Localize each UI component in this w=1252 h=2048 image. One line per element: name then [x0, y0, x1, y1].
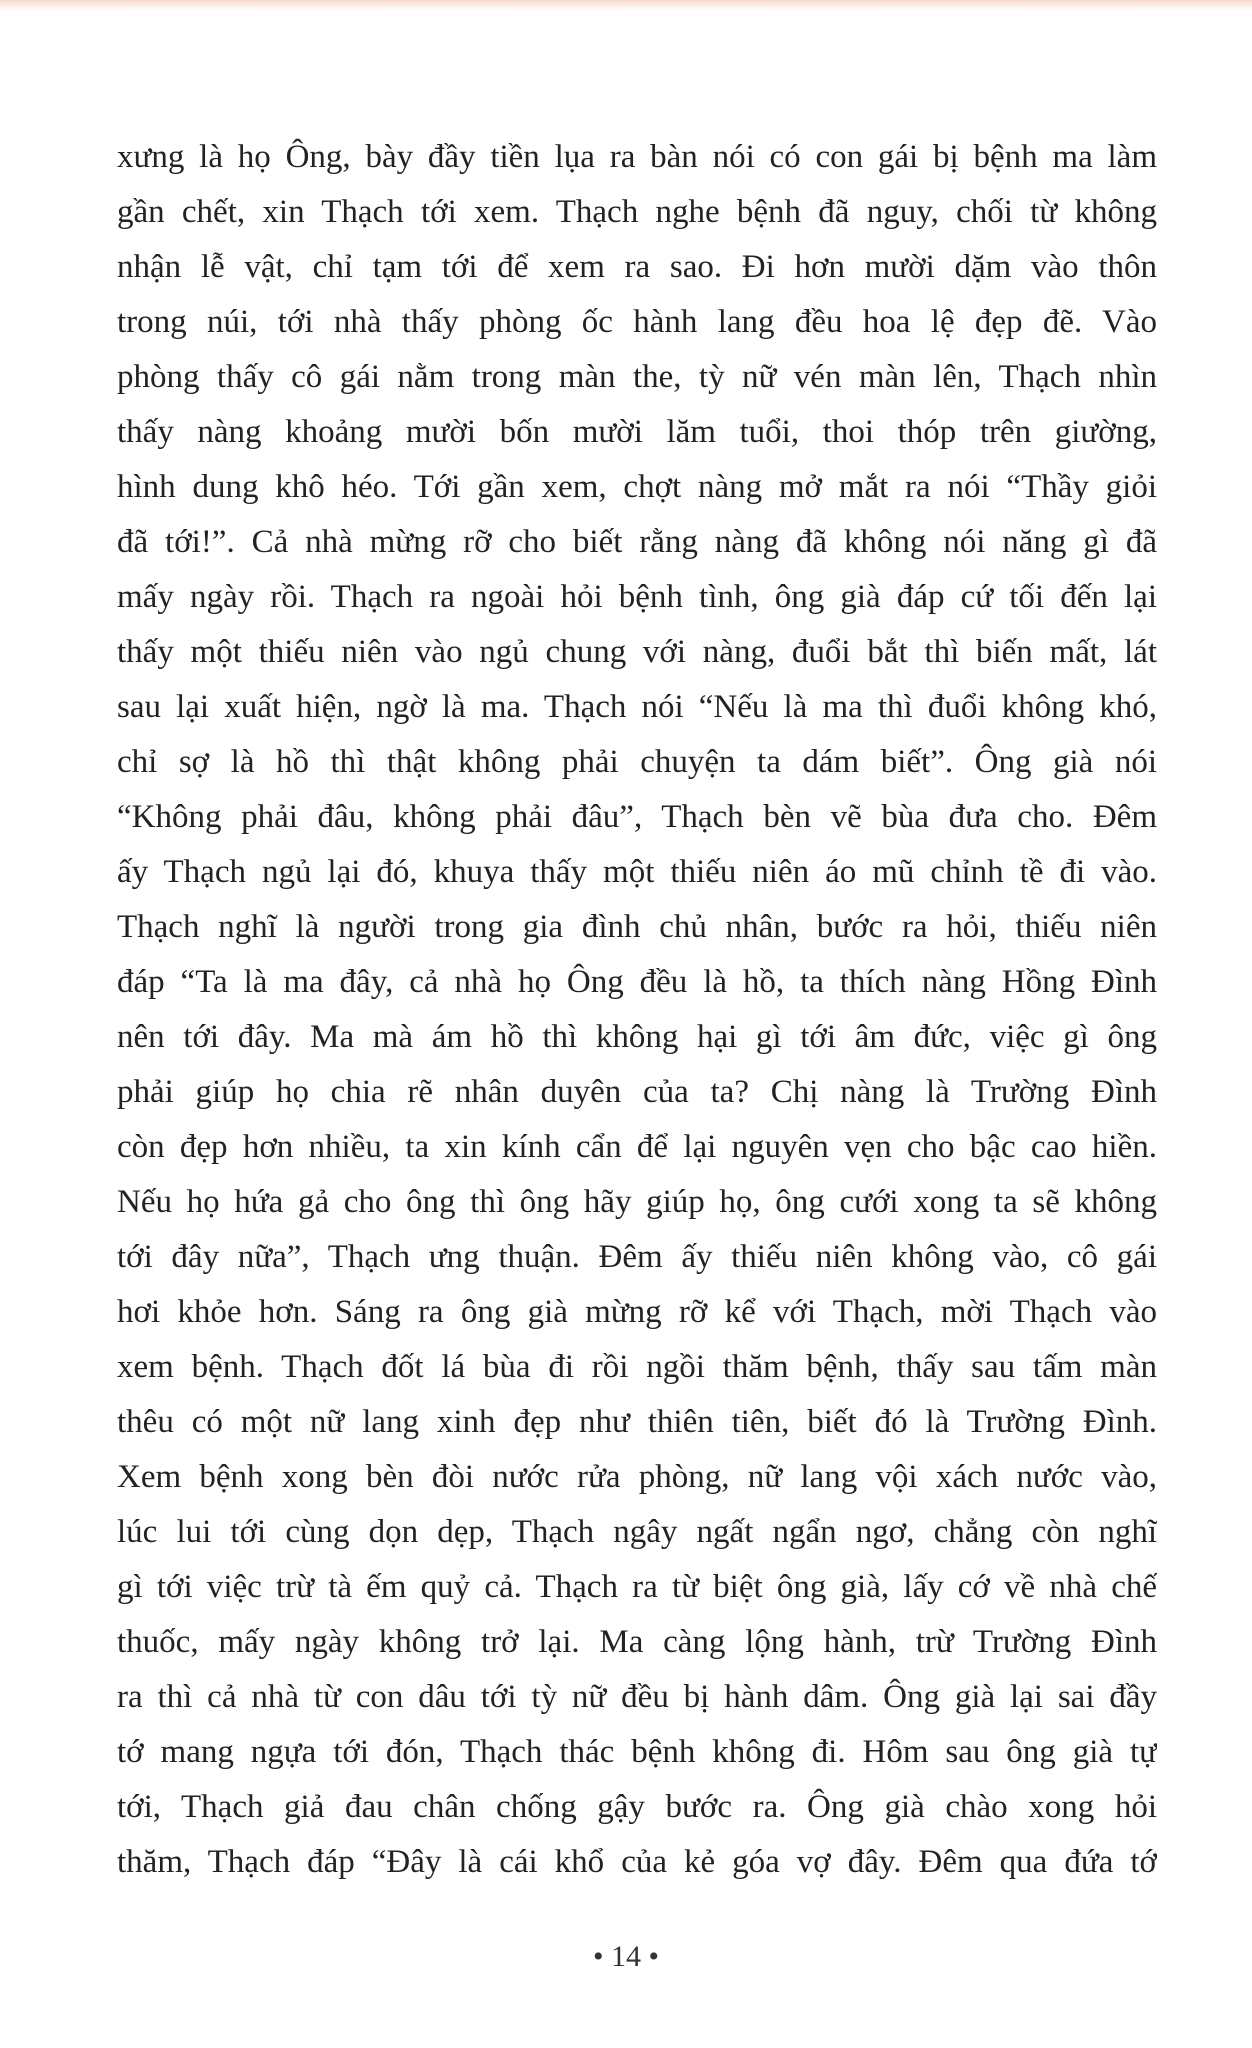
body-text: [117, 130, 1157, 1890]
text-line: sau lại xuất hiện, ngờ là ma. Thạch nói “Nếu là ma thì đuổi không khó,: [117, 689, 1157, 725]
text-line: gì tới việc trừ tà ếm quỷ cả. Thạch ra từ biệt ông già, lấy cớ về nhà chế: [117, 1569, 1157, 1605]
text-line: thêu có một nữ lang xinh đẹp như thiên tiên, biết đó là Trường Đình.: [117, 1404, 1157, 1440]
text-line: chỉ sợ là hồ thì thật không phải chuyện ta dám biết”. Ông già nói: [117, 744, 1157, 780]
text-line: thấy một thiếu niên vào ngủ chung với nàng, đuổi bắt thì biến mất, lát: [117, 634, 1157, 670]
text-line: Xem bệnh xong bèn đòi nước rửa phòng, nữ lang vội xách nước vào,: [117, 1459, 1157, 1495]
text-line: nên tới đây. Ma mà ám hồ thì không hại gì tới âm đức, việc gì ông: [117, 1019, 1157, 1055]
text-line: hình dung khô héo. Tới gần xem, chợt nàng mở mắt ra nói “Thầy giỏi: [117, 469, 1157, 505]
text-line: Nếu họ hứa gả cho ông thì ông hãy giúp họ, ông cưới xong ta sẽ không: [117, 1184, 1157, 1220]
text-line: tớ mang ngựa tới đón, Thạch thác bệnh không đi. Hôm sau ông già tự: [117, 1734, 1157, 1770]
text-line: xem bệnh. Thạch đốt lá bùa đi rồi ngồi thăm bệnh, thấy sau tấm màn: [117, 1349, 1157, 1385]
text-line: “Không phải đâu, không phải đâu”, Thạch bèn vẽ bùa đưa cho. Đêm: [117, 799, 1157, 835]
text-line: nhận lễ vật, chỉ tạm tới để xem ra sao. Đi hơn mười dặm vào thôn: [117, 249, 1157, 285]
text-line: ra thì cả nhà từ con dâu tới tỳ nữ đều bị hành dâm. Ông già lại sai đầy: [117, 1679, 1157, 1715]
text-line: xưng là họ Ông, bày đầy tiền lụa ra bàn nói có con gái bị bệnh ma làm: [117, 139, 1157, 175]
text-line: ấy Thạch ngủ lại đó, khuya thấy một thiếu niên áo mũ chỉnh tề đi vào.: [117, 854, 1157, 890]
text-line: lúc lui tới cùng dọn dẹp, Thạch ngây ngất ngẩn ngơ, chẳng còn nghĩ: [117, 1514, 1157, 1550]
text-line: gần chết, xin Thạch tới xem. Thạch nghe bệnh đã nguy, chối từ không: [117, 194, 1157, 230]
text-line: tới đây nữa”, Thạch ưng thuận. Đêm ấy thiếu niên không vào, cô gái: [117, 1239, 1157, 1275]
text-line: hơi khỏe hơn. Sáng ra ông già mừng rỡ kể với Thạch, mời Thạch vào: [117, 1294, 1157, 1330]
text-line: phải giúp họ chia rẽ nhân duyên của ta? Chị nàng là Trường Đình: [117, 1074, 1157, 1110]
text-line: thăm, Thạch đáp “Đây là cái khổ của kẻ góa vợ đây. Đêm qua đứa tớ: [117, 1844, 1157, 1880]
text-line: mấy ngày rồi. Thạch ra ngoài hỏi bệnh tình, ông già đáp cứ tối đến lại: [117, 579, 1157, 615]
text-line: trong núi, tới nhà thấy phòng ốc hành lang đều hoa lệ đẹp đẽ. Vào: [117, 304, 1157, 340]
text-line: thấy nàng khoảng mười bốn mười lăm tuổi, thoi thóp trên giường,: [117, 414, 1157, 450]
text-line: còn đẹp hơn nhiều, ta xin kính cẩn để lại nguyên vẹn cho bậc cao hiền.: [117, 1129, 1157, 1165]
text-line: Thạch nghĩ là người trong gia đình chủ nhân, bước ra hỏi, thiếu niên: [117, 909, 1157, 945]
text-line: thuốc, mấy ngày không trở lại. Ma càng lộng hành, trừ Trường Đình: [117, 1624, 1157, 1660]
page-number: • 14 •: [592, 1940, 659, 1973]
text-line: đã tới!”. Cả nhà mừng rỡ cho biết rằng nàng đã không nói năng gì đã: [117, 524, 1157, 560]
text-line: phòng thấy cô gái nằm trong màn the, tỳ nữ vén màn lên, Thạch nhìn: [117, 359, 1157, 395]
text-line: đáp “Ta là ma đây, cả nhà họ Ông đều là hồ, ta thích nàng Hồng Đình: [117, 964, 1157, 1000]
text-line: tới, Thạch giả đau chân chống gậy bước ra. Ông già chào xong hỏi: [117, 1789, 1157, 1825]
